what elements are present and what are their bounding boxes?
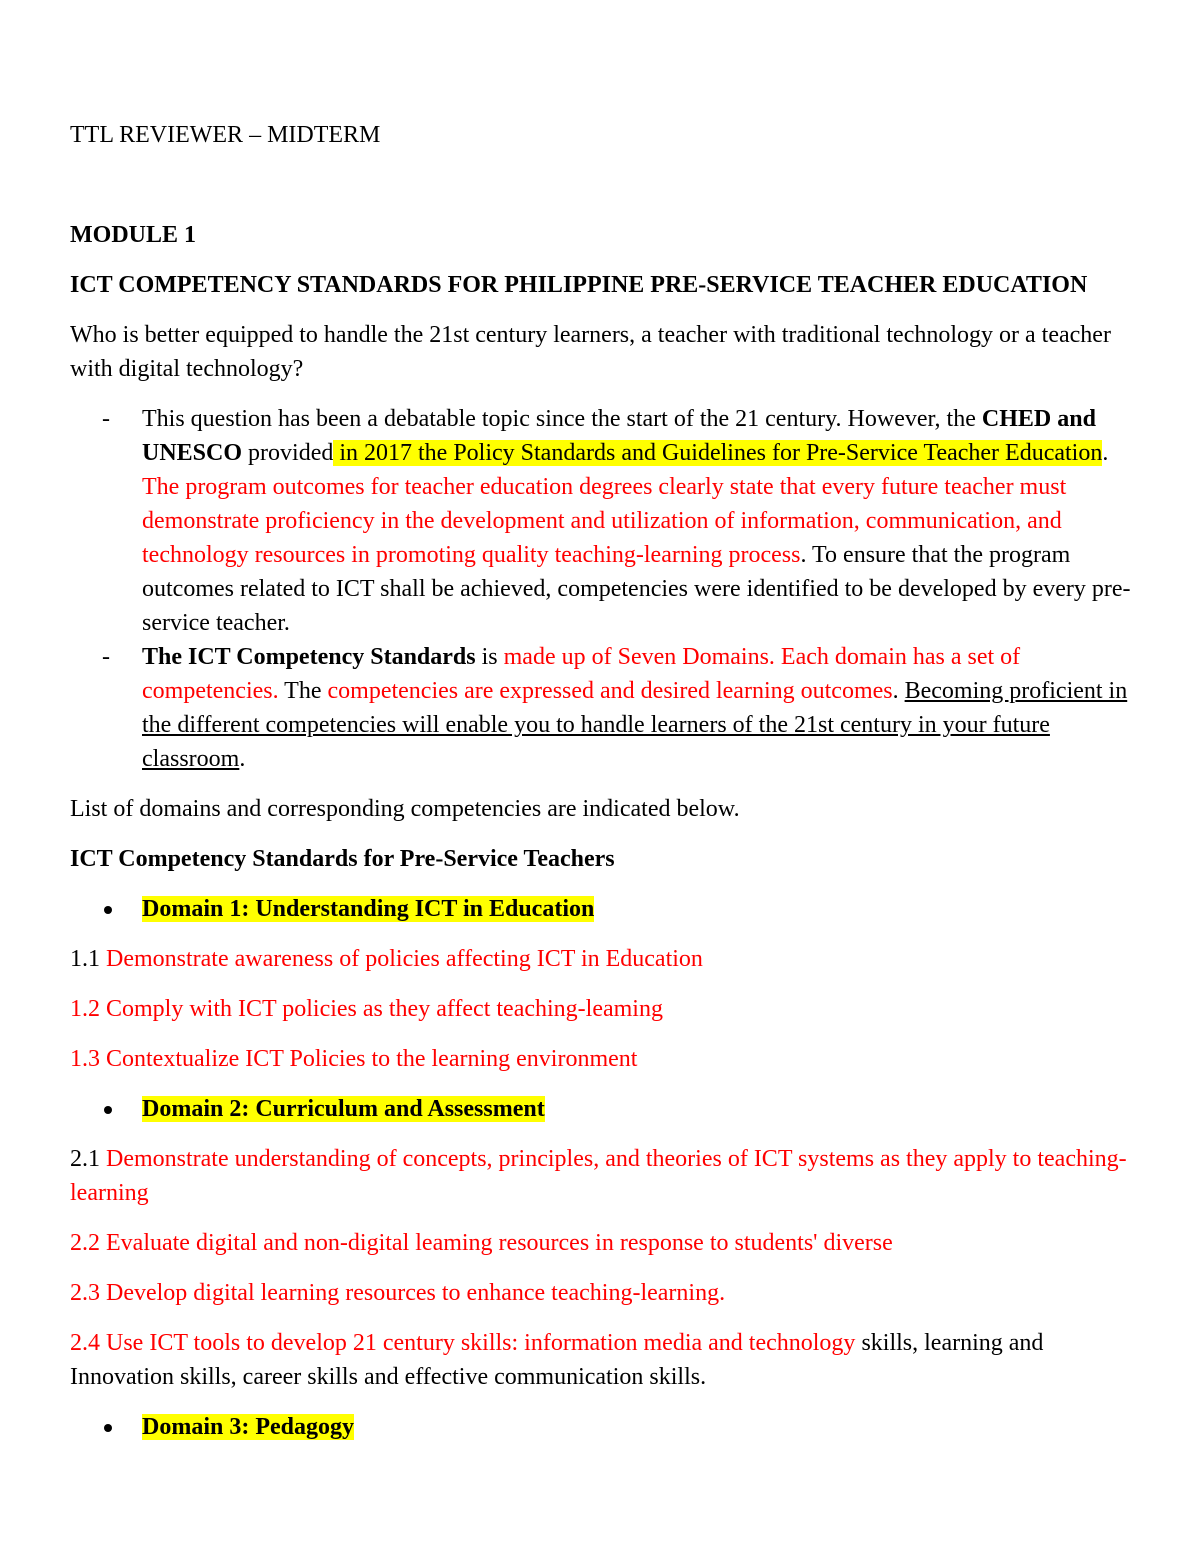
module-heading: MODULE 1 bbox=[70, 222, 196, 248]
competency-1-3: 1.3 Contextualize ICT Policies to the learning environment bbox=[70, 1046, 638, 1072]
bullet2-red-2: competencies are expressed and desired learning outcomes bbox=[327, 678, 893, 704]
domain-2-item bbox=[70, 1092, 1140, 1126]
bullet2-text-2: The bbox=[278, 678, 328, 704]
bullet2-underlined: Becoming proficient in the different competencies will enable you to handle learners of the 21st century in your future classroom bbox=[142, 678, 1128, 772]
competency-text: 2.4 Use ICT tools to develop 21 century skills: information media and technology bbox=[70, 1330, 856, 1356]
competency-1-2: 1.2 Comply with ICT policies as they affect teaching-leaming bbox=[70, 996, 663, 1022]
dash-marker: - bbox=[102, 644, 110, 670]
bullet1-text-2: provided bbox=[242, 440, 334, 466]
dash-marker: - bbox=[102, 406, 110, 432]
bullet1-text-1: This question has been a debatable topic since the start of the 21 century. However, the bbox=[142, 406, 982, 432]
competency-text-rest: skills, learning and Innovation skills, career skills and effective communication skills. bbox=[70, 1330, 1044, 1390]
bullet2-text-1: is bbox=[475, 644, 504, 670]
domain-3-label: Domain 3: Pedagogy bbox=[142, 1414, 354, 1440]
intro-question: Who is better equipped to handle the 21st century learners, a teacher with traditional technology or a teacher with digital technology? bbox=[70, 322, 1111, 382]
domain-3-item bbox=[70, 1410, 1140, 1444]
bullet-dot bbox=[104, 906, 112, 914]
document-title: TTL REVIEWER – MIDTERM bbox=[70, 122, 381, 148]
bullet-dot bbox=[104, 1106, 112, 1114]
list-intro: List of domains and corresponding competencies are indicated below. bbox=[70, 796, 740, 822]
domain-1-item bbox=[70, 892, 1140, 926]
competency-text: Demonstrate understanding of concepts, principles, and theories of ICT systems as they apply to teaching-learning bbox=[70, 1146, 1127, 1206]
bullet2-text-4: . bbox=[239, 746, 246, 772]
bullet2-text-3: . bbox=[892, 678, 905, 704]
bullet1-text-3: . bbox=[1102, 440, 1109, 466]
bullet2-red-1: made up of Seven Domains. Each domain has a set of competencies. bbox=[142, 644, 1021, 704]
competency-number: 1.1 bbox=[70, 946, 106, 972]
standards-heading: ICT Competency Standards for Pre-Service Teachers bbox=[70, 846, 615, 872]
domain-1-label: Domain 1: Understanding ICT in Education bbox=[142, 896, 595, 922]
competency-2-2: 2.2 Evaluate digital and non-digital leaming resources in response to students' diverse bbox=[70, 1230, 893, 1256]
bullet1-bold: CHED and UNESCO bbox=[142, 406, 1096, 466]
competency-2-4 bbox=[70, 1326, 1140, 1394]
bullet-dot bbox=[104, 1424, 112, 1432]
bullet2-bold: The ICT Competency Standards bbox=[142, 644, 476, 670]
competency-2-1 bbox=[70, 1142, 1140, 1210]
document-page bbox=[70, 118, 1140, 1460]
competency-1-1 bbox=[70, 942, 1140, 976]
dash-list bbox=[70, 402, 1140, 776]
list-item bbox=[70, 402, 1140, 640]
competency-text: Demonstrate awareness of policies affecting ICT in Education bbox=[106, 946, 703, 972]
list-item bbox=[70, 640, 1140, 776]
domain-2-label: Domain 2: Curriculum and Assessment bbox=[142, 1096, 545, 1122]
bullet1-red: The program outcomes for teacher education degrees clearly state that every future teacher must demonstrate proficiency in the development and utilization of information, communication, and technology resources in promoting quality teaching-learning process bbox=[142, 474, 1067, 568]
bullet1-highlight: in 2017 the Policy Standards and Guidelines for Pre-Service Teacher Education bbox=[333, 440, 1103, 466]
competency-2-3: 2.3 Develop digital learning resources to enhance teaching-learning. bbox=[70, 1280, 726, 1306]
bullet1-text-4: . To ensure that the program outcomes related to ICT shall be achieved, competencies were identified to be developed by every pre-service teacher. bbox=[142, 542, 1131, 636]
section-heading: ICT COMPETENCY STANDARDS FOR PHILIPPINE PRE-SERVICE TEACHER EDUCATION bbox=[70, 272, 1088, 298]
competency-number: 2.1 bbox=[70, 1146, 106, 1172]
